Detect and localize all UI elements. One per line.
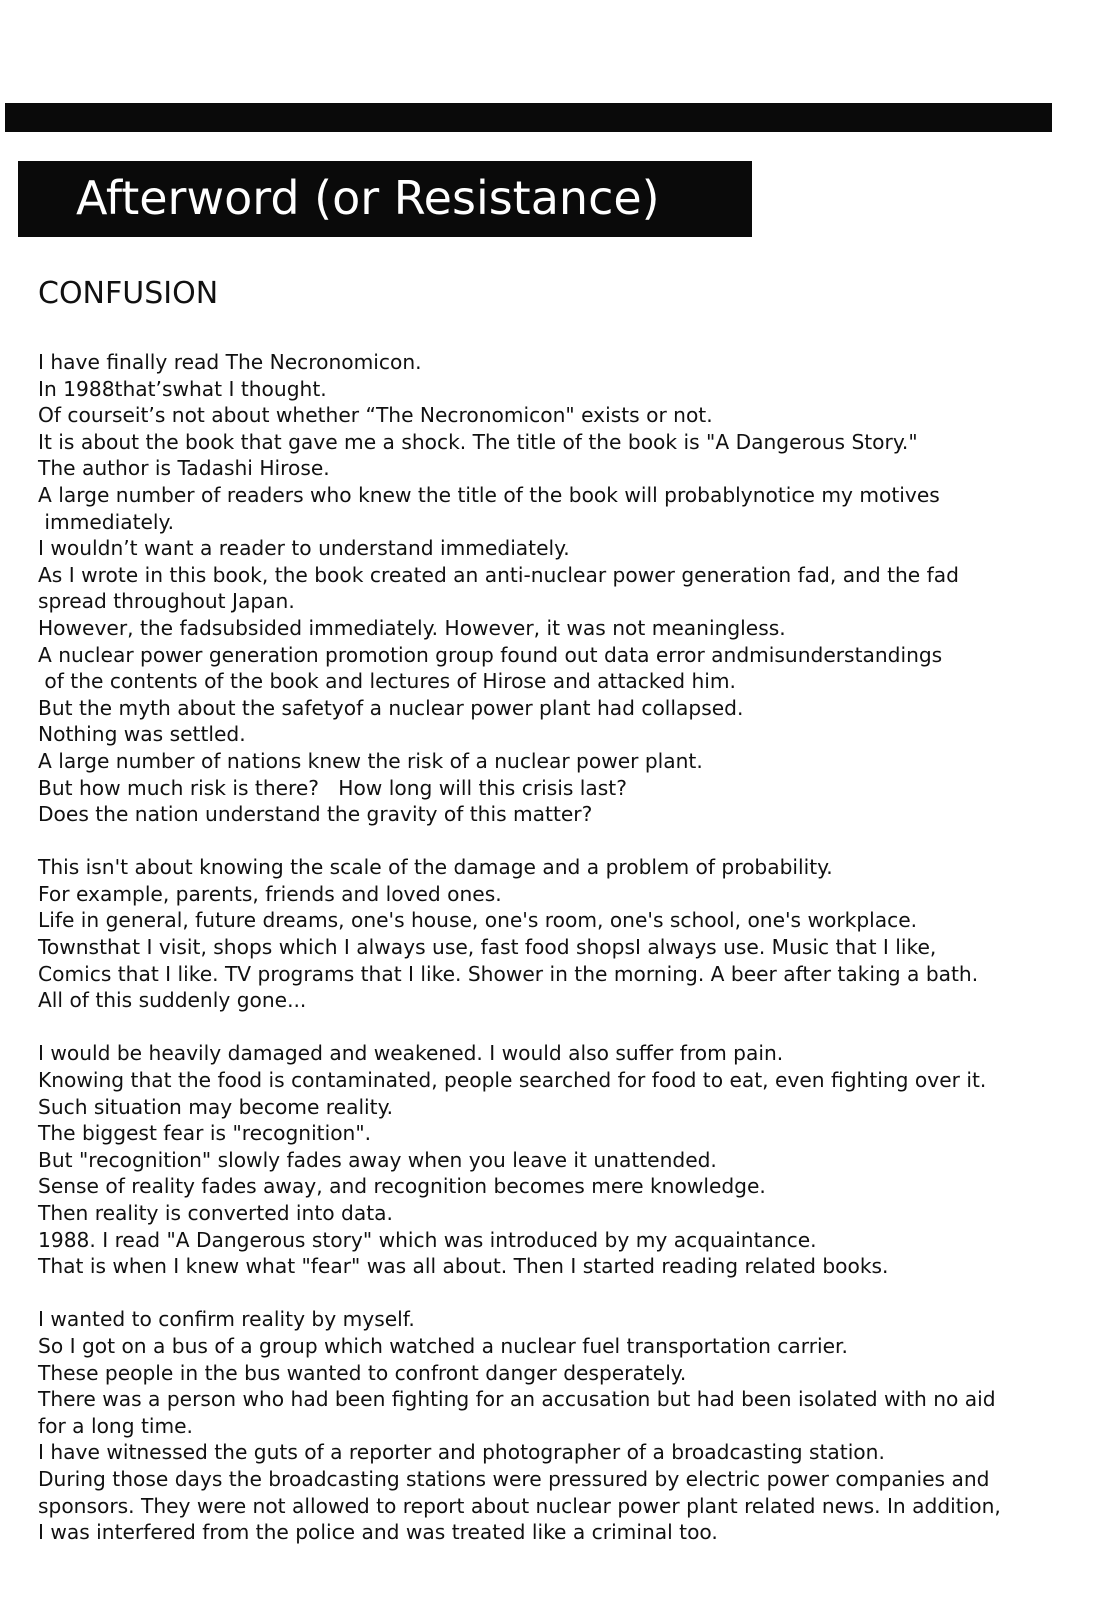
text-line: I wanted to confirm reality by myself. <box>38 1307 415 1332</box>
text-line: A large number of nations knew the risk of a nuclear power plant. <box>38 748 703 773</box>
text-line: All of this suddenly gone... <box>38 988 307 1013</box>
paragraph-gap <box>38 828 1078 855</box>
text-line: Of courseit’s not about whether “The Necronomicon" exists or not. <box>38 403 713 428</box>
text-line: I have witnessed the guts of a reporter and photographer of a broadcasting station. <box>38 1440 885 1465</box>
top-black-bar <box>5 103 1052 132</box>
text-line: I have finally read The Necronomicon. <box>38 350 422 374</box>
paragraph-gap <box>38 1280 1078 1307</box>
text-line: A large number of readers who knew the title of the book will probablynotice my motives <box>38 482 940 507</box>
text-line: As I wrote in this book, the book created an anti-nuclear power generation fad, and the fad <box>38 562 959 587</box>
text-line: But the myth about the safetyof a nuclear power plant had collapsed. <box>38 695 744 720</box>
text-line: Townsthat I visit, shops which I always use, fast food shopsI always use. Music that I like, <box>38 935 937 960</box>
paragraph-gap <box>38 1014 1078 1041</box>
title-banner <box>18 161 752 237</box>
text-line: There was a person who had been fighting for an accusation but had been isolated with no aid <box>38 1387 996 1412</box>
text-line: Nothing was settled. <box>38 722 246 747</box>
text-line: of the contents of the book and lectures of Hirose and attacked him. <box>38 669 736 694</box>
text-line: But how much risk is there? How long will this crisis last? <box>38 775 627 800</box>
text-line: I would be heavily damaged and weakened. I would also suffer from pain. <box>38 1041 784 1066</box>
text-line: for a long time. <box>38 1413 193 1438</box>
text-line: Knowing that the food is contaminated, people searched for food to eat, even fighting over it. <box>38 1068 987 1093</box>
body-text <box>38 349 1078 1546</box>
text-line: Does the nation understand the gravity of this matter? <box>38 802 593 827</box>
text-line: That is when I knew what "fear" was all about. Then I started reading related books. <box>38 1254 889 1279</box>
text-line: During those days the broadcasting stations were pressured by electric power companies and <box>38 1466 990 1491</box>
text-line: immediately. <box>38 509 174 534</box>
text-line: 1988. I read "A Dangerous story" which was introduced by my acquaintance. <box>38 1227 817 1252</box>
text-line: I was interfered from the police and was treated like a criminal too. <box>38 1520 718 1545</box>
text-line: I wouldn’t want a reader to understand immediately. <box>38 536 570 561</box>
text-line: Then reality is converted into data. <box>38 1201 393 1225</box>
text-line: However, the fadsubsided immediately. However, it was not meaningless. <box>38 615 786 640</box>
text-line: Comics that I like. TV programs that I like. Shower in the morning. A beer after taking a bath. <box>38 961 979 986</box>
text-line: It is about the book that gave me a shock. The title of the book is "A Dangerous Story." <box>38 429 918 454</box>
text-line: A nuclear power generation promotion group found out data error andmisunderstandings <box>38 642 943 667</box>
text-line: The author is Tadashi Hirose. <box>38 456 330 481</box>
text-line: For example, parents, friends and loved ones. <box>38 881 502 906</box>
text-line: sponsors. They were not allowed to report about nuclear power plant related news. In addition, <box>38 1493 1001 1518</box>
section-heading: CONFUSION <box>38 276 219 311</box>
text-line: spread throughout Japan. <box>38 589 295 614</box>
text-line: These people in the bus wanted to confront danger desperately. <box>38 1360 687 1385</box>
page-title: Afterword (or Resistance) <box>76 171 660 225</box>
text-line: In 1988that’swhat I thought. <box>38 376 327 401</box>
text-line: Such situation may become reality. <box>38 1094 394 1119</box>
text-line: Life in general, future dreams, one's house, one's room, one's school, one's workplace. <box>38 908 918 933</box>
text-line: The biggest fear is "recognition". <box>38 1121 372 1146</box>
text-line: Sense of reality fades away, and recognition becomes mere knowledge. <box>38 1174 766 1199</box>
text-line: But "recognition" slowly fades away when you leave it unattended. <box>38 1147 717 1172</box>
text-line: This isn't about knowing the scale of the damage and a problem of probability. <box>38 855 833 880</box>
text-line: So I got on a bus of a group which watched a nuclear fuel transportation carrier. <box>38 1333 848 1358</box>
